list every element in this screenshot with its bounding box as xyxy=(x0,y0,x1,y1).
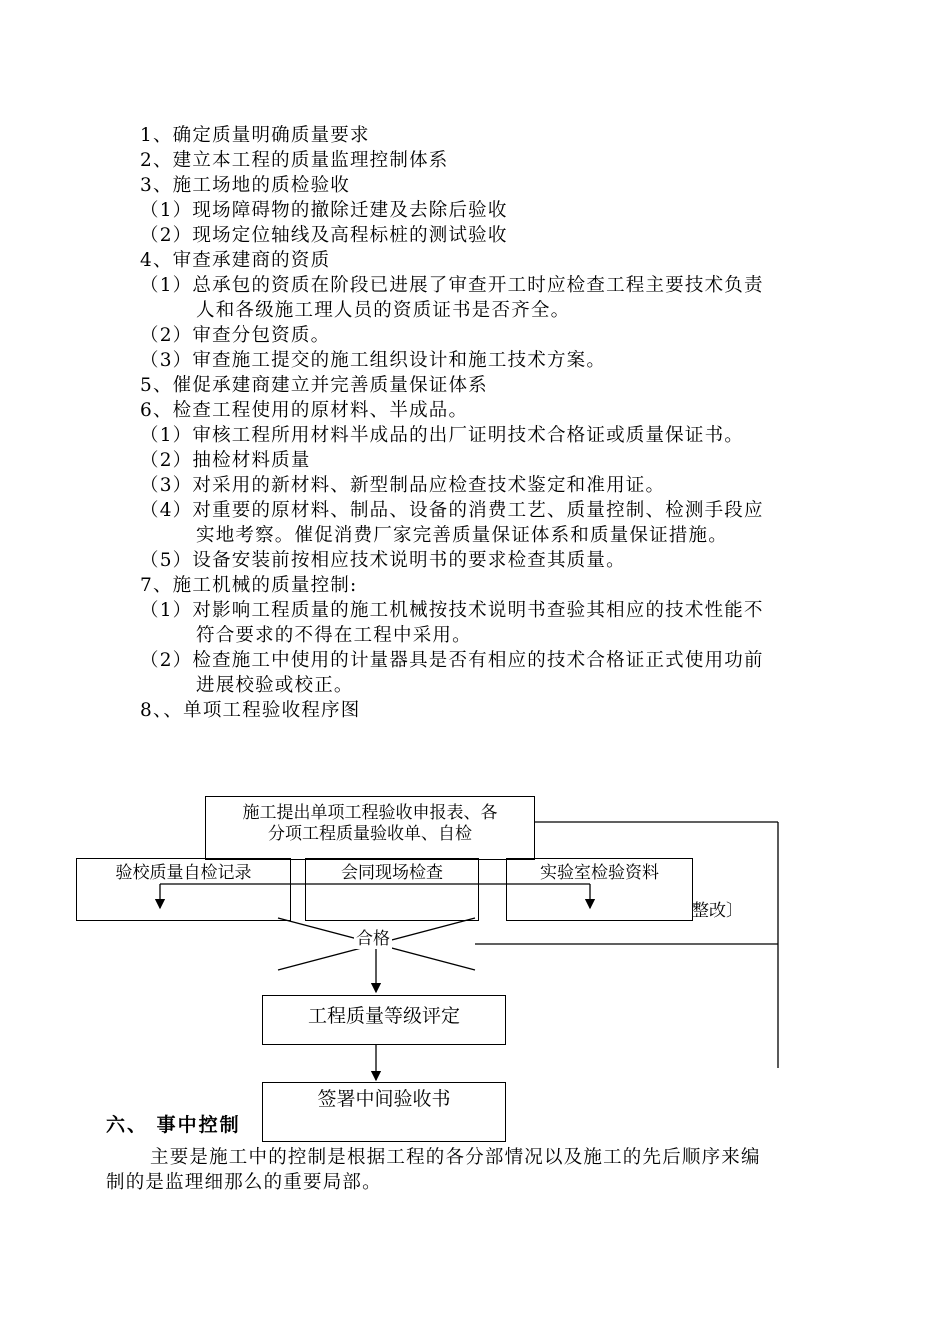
site-inspection-label: 会同现场检查 xyxy=(341,863,443,883)
item-5: 5、催促承建商建立并完善质量保证体系 xyxy=(140,375,488,396)
item-3: 3、施工场地的质检验收 xyxy=(140,175,350,196)
item-7: 7、施工机械的质量控制: xyxy=(140,575,358,596)
section-para-line2: 制的是监理细那么的重要局部。 xyxy=(106,1172,382,1193)
quality-grade-label: 工程质量等级评定 xyxy=(307,1005,460,1027)
section-heading: 六、 事中控制 xyxy=(106,1114,241,1136)
item-4-1: （1）总承包的资质在阶段已进展了审查开工时应检查工程主要技术负责 xyxy=(140,275,764,296)
item-6-2: （2）抽检材料质量 xyxy=(140,450,311,471)
item-7-1: （1）对影响工程质量的施工机械按技术说明书查验其相应的技术性能不 xyxy=(140,600,764,621)
item-6: 6、检查工程使用的原材料、半成品。 xyxy=(140,400,469,421)
item-7-2-cont: 进展校验或校正。 xyxy=(196,675,354,696)
item-7-1-cont: 符合要求的不得在工程中采用。 xyxy=(196,625,472,646)
item-6-5: （5）设备安装前按相应技术说明书的要求检查其质量。 xyxy=(140,550,626,571)
sign-acceptance-box xyxy=(262,1082,506,1142)
application-box-line1: 施工提出单项工程验收申报表、各 xyxy=(242,803,498,823)
item-4-1-cont: 人和各级施工理人员的资质证书是否齐全。 xyxy=(196,300,571,321)
rectify-label: 整改〕 xyxy=(692,901,743,921)
item-6-3: （3）对采用的新材料、新型制品应检查技术鉴定和准用证。 xyxy=(140,475,666,496)
sign-acceptance-label: 签署中间验收书 xyxy=(317,1088,451,1110)
application-box xyxy=(205,796,535,860)
item-4: 4、审查承建商的资质 xyxy=(140,250,331,271)
item-2: 2、建立本工程的质量监理控制体系 xyxy=(140,150,449,171)
item-6-4: （4）对重要的原材料、制品、设备的消费工艺、质量控制、检测手段应 xyxy=(140,500,764,521)
lab-data-box xyxy=(506,858,693,921)
item-4-3: （3）审查施工提交的施工组织设计和施工技术方案。 xyxy=(140,350,607,371)
self-check-box xyxy=(76,858,291,921)
site-inspection-box xyxy=(305,858,479,921)
lab-data-label: 实验室检验资料 xyxy=(540,863,659,883)
section-para-line1: 主要是施工中的控制是根据工程的各分部情况以及施工的先后顺序来编 xyxy=(150,1147,761,1168)
item-3-2: （2）现场定位轴线及高程标桩的测试验收 xyxy=(140,225,508,246)
qualified-label: 合格 xyxy=(354,924,392,949)
item-1: 1、确定质量明确质量要求 xyxy=(140,125,370,146)
item-7-2: （2）检查施工中使用的计量器具是否有相应的技术合格证正式使用功前 xyxy=(140,650,764,671)
item-4-2: （2）审查分包资质。 xyxy=(140,325,331,346)
item-3-1: （1）现场障碍物的撤除迁建及去除后验收 xyxy=(140,200,508,221)
application-box-line2: 分项工程质量验收单、自检 xyxy=(268,824,472,844)
quality-grade-box xyxy=(262,995,506,1045)
self-check-label: 验校质量自检记录 xyxy=(115,863,252,883)
item-6-1: （1）审核工程所用材料半成品的出厂证明技术合格证或质量保证书。 xyxy=(140,425,744,446)
item-8: 8、、单项工程验收程序图 xyxy=(140,700,361,721)
item-6-4-cont: 实地考察。催促消费厂家完善质量保证体系和质量保证措施。 xyxy=(196,525,728,546)
